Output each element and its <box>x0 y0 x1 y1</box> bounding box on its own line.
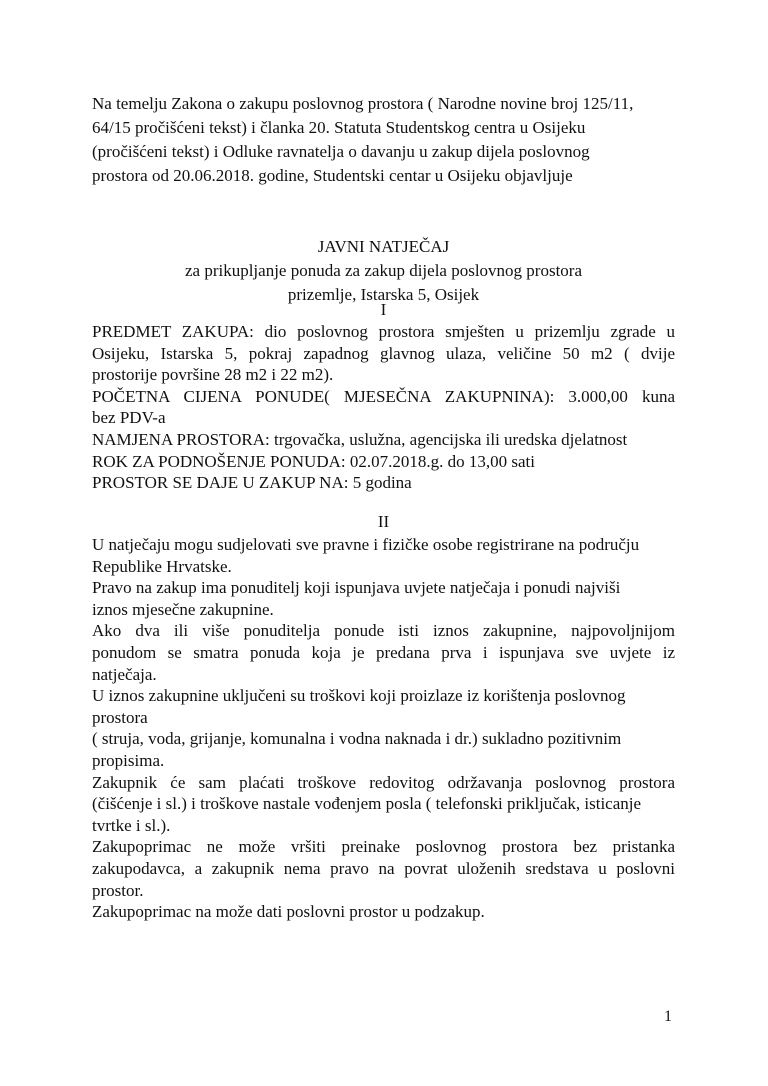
section-number-2: II <box>377 512 390 531</box>
section-line: NAMJENA PROSTORA: trgovačka, uslužna, agencijska ili uredska djelatnost <box>92 429 628 449</box>
section-line: Ako dva ili više ponuditelja ponude isti iznos zakupnine, najpovoljnijom <box>92 621 675 641</box>
intro-line: 64/15 pročišćeni tekst) i članka 20. Statuta Studentskog centra u Osijeku <box>92 118 586 137</box>
section-line: U natječaju mogu sudjelovati sve pravne i fizičke osobe registrirane na području <box>92 535 640 554</box>
section-line: bez PDV-a <box>92 408 166 428</box>
section-line: Zakupoprimac ne može vršiti preinake poslovnog prostora bez pristanka <box>92 837 675 857</box>
section-line: (čišćenje i sl.) i troškove nastale vođenjem posla ( telefonski priključak, isticanje <box>92 794 642 814</box>
intro-paragraph <box>92 92 682 188</box>
section-line: U iznos zakupnine uključeni su troškovi koji proizlaze iz korištenja poslovnog <box>92 686 626 706</box>
intro-line: (pročišćeni tekst) i Odluke ravnatelja o davanju u zakup dijela poslovnog <box>92 142 590 161</box>
section-line: tvrtke i sl.). <box>92 815 171 835</box>
section-number-1: I <box>380 300 387 319</box>
section-line: Osijeku, Istarska 5, pokraj zapadnog glavnog ulaza, veličine 50 m2 ( dvije <box>92 343 675 363</box>
title-location: prizemlje, Istarska 5, Osijek <box>287 285 480 304</box>
section-1-body <box>92 321 675 494</box>
section-line: ( struja, voda, grijanje, komunalna i vodna naknada i dr.) sukladno pozitivnim <box>92 729 622 749</box>
section-line: propisima. <box>92 750 165 770</box>
document-title <box>92 235 675 307</box>
page-number: 1 <box>664 1008 672 1025</box>
section-line: Zakupnik će sam plaćati troškove redovitog održavanja poslovnog prostora <box>92 772 675 792</box>
title-heading: JAVNI NATJEČAJ <box>317 237 450 256</box>
intro-line: prostora od 20.06.2018. godine, Studentski centar u Osijeku objavljuje <box>92 166 573 185</box>
section-line: PROSTOR SE DAJE U ZAKUP NA: 5 godina <box>92 473 412 493</box>
section-line: Zakupoprimac na može dati poslovni prostor u podzakup. <box>92 902 485 922</box>
section-line: ponudom se smatra ponuda koja je predana prva i ispunjava sve uvjete iz <box>92 642 675 662</box>
section-line: Pravo na zakup ima ponuditelj koji ispunjava uvjete natječaja i ponudi najviši <box>92 578 621 598</box>
title-subtitle: za prikupljanje ponuda za zakup dijela poslovnog prostora <box>184 261 583 280</box>
section-line: iznos mjesečne zakupnine. <box>92 599 274 619</box>
section-line: prostorije površine 28 m2 i 22 m2). <box>92 365 334 385</box>
section-2-body <box>92 534 675 923</box>
section-line: prostora <box>92 707 148 727</box>
section-line: POČETNA CIJENA PONUDE( MJESEČNA ZAKUPNINA): 3.000,00 kuna <box>92 386 675 406</box>
section-line: Republike Hrvatske. <box>92 556 232 576</box>
section-line: ROK ZA PODNOŠENJE PONUDA: 02.07.2018.g. do 13,00 sati <box>92 451 535 471</box>
section-line: natječaja. <box>92 664 157 684</box>
section-line: prostor. <box>92 880 144 900</box>
intro-line: Na temelju Zakona o zakupu poslovnog prostora ( Narodne novine broj 125/11, <box>92 94 634 113</box>
section-line: PREDMET ZAKUPA: dio poslovnog prostora smješten u prizemlju zgrade u <box>92 322 675 341</box>
section-line: zakupodavca, a zakupnik nema pravo na povrat uloženih sredstava u poslovni <box>92 858 675 878</box>
